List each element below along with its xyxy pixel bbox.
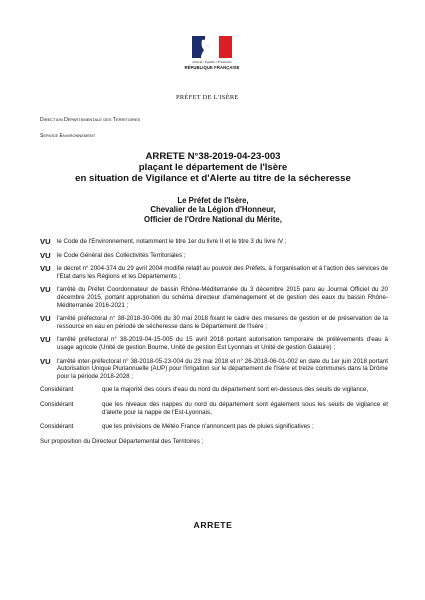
considerant-text: que les niveaux des nappes du nord du département sont également sous les seuils de vigilance et d'alerte pour la nappe de l'Est-Lyonnais,	[102, 400, 388, 416]
vu-text: le Code Général des Collectivités Territoriales ;	[57, 251, 186, 259]
vu-label: VU	[40, 356, 51, 366]
arrete-heading: ARRETE	[193, 520, 233, 530]
vu-text: l'arrêté du Préfet Coordonnateur de bassin Rhône-Méditerranée du 3 décembre 2015 paru au Journal Officiel du 20 décembre 2015, portant approbation du schéma directeur d'aménagement et de gestion des eaux du bassin Rhône-Méditerranée 2016-2021 ;	[57, 286, 388, 309]
republic-name: RÉPUBLIQUE FRANÇAISE	[184, 65, 240, 70]
considerant-text: que la majorité des cours d'eau du nord du département sont en-dessous des seuils de vigilance,	[102, 386, 369, 394]
prefet-line: Officier de l'Ordre National du Mérite,	[144, 214, 282, 224]
clauses-section	[40, 238, 388, 445]
marianne-logo	[182, 36, 242, 70]
vu-label: VU	[40, 335, 51, 345]
prefet-header: PRÉFET DE L'ISÈRE	[176, 94, 239, 101]
vu-label: VU	[40, 237, 51, 246]
vu-clause	[40, 286, 388, 309]
prefet-line: Chevalier de la Légion d'Honneur,	[150, 205, 276, 215]
vu-clause	[40, 252, 388, 260]
vu-text: l'arrêté préfectoral n° 38-2019-04-15-005 du 15 avril 2018 portant autorisation temporaire de prélèvements d'eau à usage agricole (Unité de gestion Bourne, Unité de gestion Est Lyonnais et Unité de gestion Galaure) ;	[57, 336, 388, 351]
vu-clause	[40, 238, 388, 246]
document-title	[40, 151, 386, 184]
prefet-signatory-block	[40, 196, 386, 224]
considerant-clause	[40, 386, 388, 394]
considerant-clause	[40, 423, 388, 431]
service-name: Service Environnement	[40, 133, 96, 139]
considerant-label: Considérant	[40, 423, 74, 431]
prefet-line: Le Préfet de l'Isère,	[177, 196, 249, 205]
vu-text: le décret n° 2004-374 du 29 avril 2004 modifié relatif au pouvoir des Préfets, à l'organisation et à l'action des services de l'Etat dans les Régions et les Départements ;	[57, 265, 388, 280]
vu-clause	[40, 358, 388, 381]
department-name: Direction Départementale des Territoires	[40, 117, 141, 123]
considerant-clause	[40, 401, 388, 416]
title-line: plaçant le département de l'Isère	[138, 162, 288, 173]
title-line: en situation de Vigilance et d'Alerte au titre de la sécheresse	[75, 173, 351, 184]
vu-clause	[40, 315, 388, 330]
vu-clause	[40, 336, 388, 351]
vu-label: VU	[40, 250, 51, 260]
proposal-text: Sur proposition du Directeur Départemental des Territoires ;	[40, 437, 204, 445]
republic-motto: Liberté • Égalité • Fraternité	[192, 60, 232, 64]
title-line: ARRETE N°38-2019-04-23-003	[145, 151, 281, 162]
vu-label: VU	[40, 285, 51, 295]
considerant-label: Considérant	[40, 400, 74, 408]
vu-label: VU	[40, 264, 51, 274]
vu-text: le Code de l'Environnement, notamment le titre 1er du livre II et le titre 3 du livre IV ;	[57, 238, 287, 245]
vu-label: VU	[40, 314, 51, 324]
marianne-flag-icon	[192, 36, 232, 58]
vu-text: l'arrêté inter-préfectoral n° 38-2018-05-23-004 du 23 mai 2018 et n° 26-2018-06-01-002 en date du 1er juin 2018 portant Autorisation Unique Pluriannuelle (AUP) pour l'irrigation sur le département de l'Isère et treize communes dans la Drôme pour la période 2018-2028 ;	[57, 357, 388, 380]
considerant-text: que les prévisions de Météo France n'annoncent pas de pluies significatives ;	[102, 423, 314, 431]
vu-text: l'arrêté préfectoral n° 38-2018-30-006 du 30 mai 2018 fixant le cadre des mesures de gestion et de préservation de la ressource en eau en période de sécheresse dans le Département de l'Isère ;	[57, 315, 388, 330]
considerant-label: Considérant	[40, 386, 74, 394]
vu-clause	[40, 265, 388, 280]
